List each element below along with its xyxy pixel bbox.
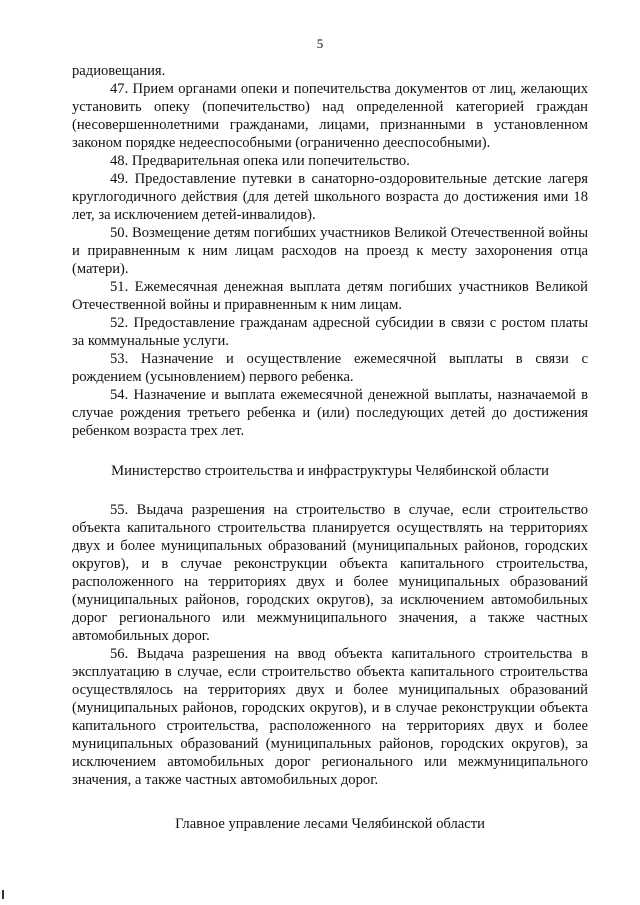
section-heading-construction: Министерство строительства и инфраструктуры Челябинской области bbox=[111, 463, 549, 479]
item-51: 51. Ежемесячная денежная выплата детям погибших участников Великой Отечественной войны и приравненным к ним лицам. bbox=[72, 279, 588, 313]
intro-fragment: радиовещания. bbox=[72, 63, 166, 79]
scan-artifact-mark bbox=[2, 890, 4, 899]
item-55: 55. Выдача разрешения на строительство в случае, если строительство объекта капитального строительства планируется осуществлять на территориях двух и более муниципальных образований (муниципальных районов, городских округов), и в случае реконструкции объекта капитального строительства, расположенного на территориях двух и более муниципальных образований (муниципальных районов, городских округов), за исключением автомобильных дорог регионального или межмуниципального значения, а также частных автомобильных дорог. bbox=[72, 502, 588, 644]
item-53: 53. Назначение и осуществление ежемесячной выплаты в связи с рождением (усыновлением) первого ребенка. bbox=[72, 351, 588, 385]
item-48: 48. Предварительная опека или попечительство. bbox=[110, 153, 410, 169]
item-54: 54. Назначение и выплата ежемесячной денежной выплаты, назначаемой в случае рождения третьего ребенка и (или) последующих детей до достижения ребенком возраста трех лет. bbox=[72, 387, 588, 439]
document-body bbox=[72, 62, 588, 854]
item-56: 56. Выдача разрешения на ввод объекта капитального строительства в эксплуатацию в случае, если строительство объекта капитального строительства осуществлялось на территориях двух и более муниципальных образований (муниципальных районов, городских округов), и в случае реконструкции объекта капитального строительства, расположенного на территориях двух и более муниципальных образований (муниципальных районов, городских округов), за исключением автомобильных дорог регионального или межмуниципального значения, а также частных автомобильных дорог. bbox=[72, 646, 588, 788]
page-number: 5 bbox=[316, 36, 324, 51]
item-49: 49. Предоставление путевки в санаторно-оздоровительные детские лагеря круглогодичного действия (для детей школьного возраста до достижения ими 18 лет, за исключением детей-инвалидов). bbox=[72, 171, 588, 223]
item-47: 47. Прием органами опеки и попечительства документов от лиц, желающих установить опеку (попечительство) над определенной категорией граждан (несовершеннолетними гражданами, лицами, признанными в установленном законом порядке недееспособными (ограниченно дееспособными). bbox=[72, 81, 588, 151]
item-50: 50. Возмещение детям погибших участников Великой Отечественной войны и приравненным к ним лицам расходов на проезд к месту захоронения отца (матери). bbox=[72, 225, 588, 277]
item-52: 52. Предоставление гражданам адресной субсидии в связи с ростом платы за коммунальные услуги. bbox=[72, 315, 588, 349]
section-heading-forests: Главное управление лесами Челябинской области bbox=[175, 816, 485, 832]
